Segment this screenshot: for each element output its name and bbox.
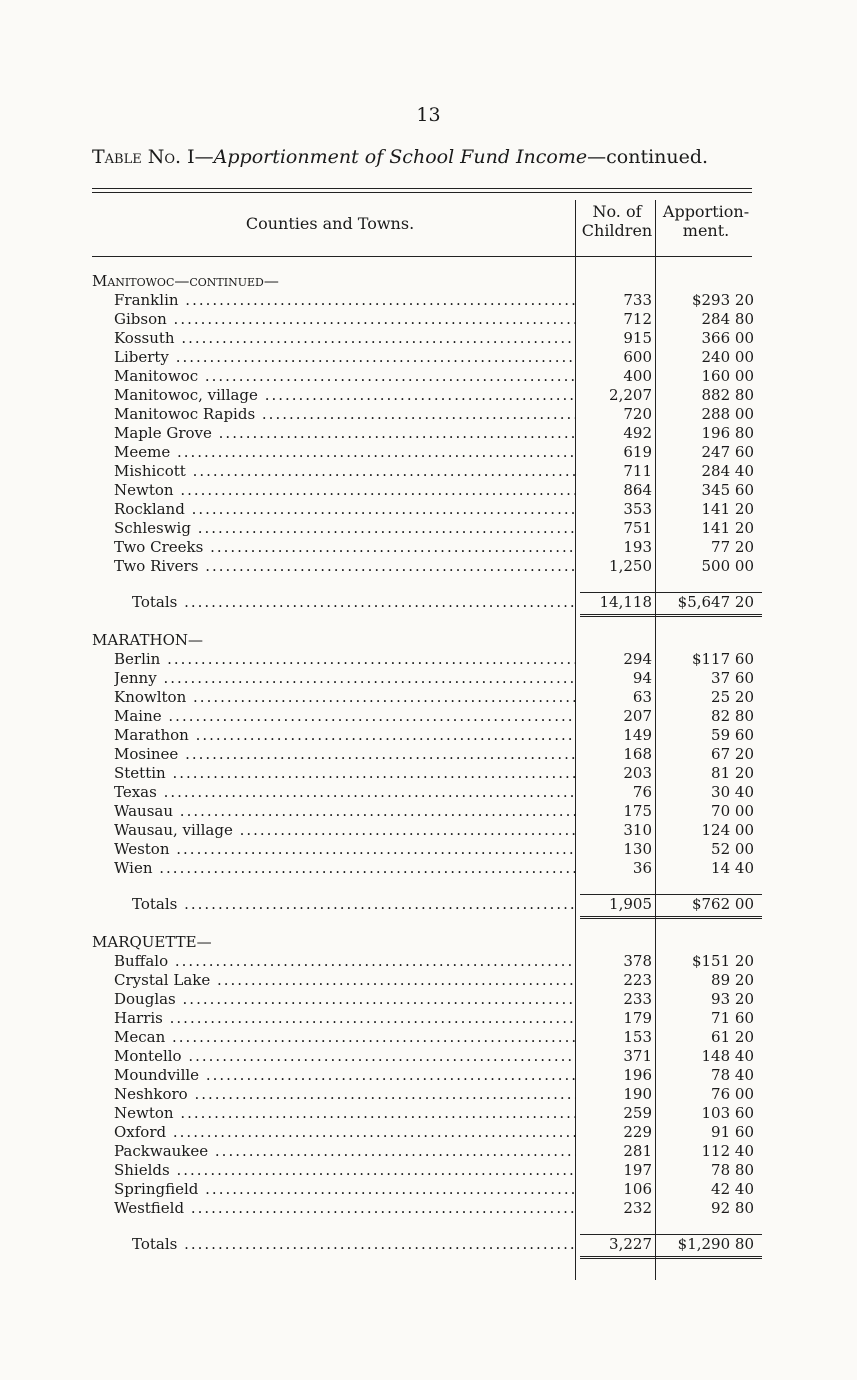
apportionment-amount: 82 80 — [711, 707, 754, 725]
table-row — [92, 329, 762, 348]
children-count: 233 — [623, 990, 652, 1008]
apportionment-amount: $293 20 — [691, 291, 754, 309]
table-row — [92, 1028, 762, 1047]
town-name: Montello ..... — [114, 1047, 576, 1066]
header-apport-line2: ment. — [682, 221, 730, 240]
children-count: 864 — [623, 481, 652, 499]
table-row — [92, 310, 762, 329]
apportionment-amount: 196 80 — [701, 424, 754, 442]
children-count: 36 — [632, 859, 652, 877]
header-apport-line1: Apportion- — [662, 202, 750, 221]
table-row — [92, 840, 762, 859]
header-apportionment — [656, 202, 756, 240]
town-name: Weston ..... — [114, 840, 576, 859]
town-name: Schleswig ..... — [114, 519, 576, 538]
town-name: Newton ..... — [114, 1104, 576, 1123]
apportionment-amount: 14 40 — [711, 859, 754, 877]
apportionment-amount: 70 00 — [711, 802, 754, 820]
children-count: 492 — [623, 424, 652, 442]
apportionment-amount: 112 40 — [701, 1142, 754, 1160]
town-name: Two Creeks ..... — [114, 538, 576, 557]
apportionment-amount: 89 20 — [711, 971, 754, 989]
apportionment-amount: 76 00 — [711, 1085, 754, 1103]
children-count: 63 — [632, 688, 652, 706]
totals-row — [92, 1235, 762, 1254]
children-count: 94 — [632, 669, 652, 687]
table-row — [92, 367, 762, 386]
section-gap — [92, 919, 762, 933]
children-count: 153 — [623, 1028, 652, 1046]
totals-row — [92, 593, 762, 612]
table-row — [92, 1142, 762, 1161]
apportionment-amount: $117 60 — [691, 650, 754, 668]
table-row — [92, 348, 762, 367]
children-count: 310 — [623, 821, 652, 839]
town-name: Harris ..... — [114, 1009, 576, 1028]
children-count: 353 — [623, 500, 652, 518]
town-name: Knowlton ..... — [114, 688, 576, 707]
spacer — [92, 576, 762, 592]
children-count: 720 — [623, 405, 652, 423]
table-row — [92, 1066, 762, 1085]
town-name: Douglas ..... — [114, 990, 576, 1009]
town-name: Manitowoc, village ..... — [114, 386, 576, 405]
table-row — [92, 462, 762, 481]
town-name: Newton ..... — [114, 481, 576, 500]
table-row — [92, 745, 762, 764]
children-count: 190 — [623, 1085, 652, 1103]
totals-row — [92, 895, 762, 914]
table-row — [92, 1104, 762, 1123]
totals-label: Totals ..... — [132, 593, 576, 612]
town-name: Maine ..... — [114, 707, 576, 726]
town-name: Two Rivers ..... — [114, 557, 576, 576]
apportionment-amount: 61 20 — [711, 1028, 754, 1046]
totals-rule-bottom — [580, 1256, 762, 1259]
apportionment-amount: 148 40 — [701, 1047, 754, 1065]
title-suffix: —continued. — [587, 146, 709, 168]
header-children-line2: Children — [581, 221, 653, 240]
town-name: Wien ..... — [114, 859, 576, 878]
apportionment-amount: 59 60 — [711, 726, 754, 744]
children-count: 203 — [623, 764, 652, 782]
header-counties: Counties and Towns. — [245, 214, 415, 233]
table-title — [92, 146, 772, 168]
children-count: 751 — [623, 519, 652, 537]
town-name: Marathon ..... — [114, 726, 576, 745]
table-row — [92, 557, 762, 576]
children-count: 179 — [623, 1009, 652, 1027]
children-count: 130 — [623, 840, 652, 858]
apportionment-amount: 240 00 — [701, 348, 754, 366]
town-name: Westfield ..... — [114, 1199, 576, 1218]
apportionment-amount: 284 40 — [701, 462, 754, 480]
children-count: 281 — [623, 1142, 652, 1160]
apportionment-amount: 37 60 — [711, 669, 754, 687]
town-name: Oxford ..... — [114, 1123, 576, 1142]
children-count: 223 — [623, 971, 652, 989]
apportionment-table — [92, 272, 762, 1259]
town-name: Stettin ..... — [114, 764, 576, 783]
children-count: 1,250 — [609, 557, 652, 575]
totals-amount: $762 00 — [691, 895, 754, 913]
table-row — [92, 1047, 762, 1066]
table-row — [92, 538, 762, 557]
town-name: Berlin ..... — [114, 650, 576, 669]
town-name: Maple Grove ..... — [114, 424, 576, 443]
table-row — [92, 500, 762, 519]
table-row — [92, 481, 762, 500]
section-gap — [92, 617, 762, 631]
table-row — [92, 726, 762, 745]
table-row — [92, 952, 762, 971]
apportionment-amount: 124 00 — [701, 821, 754, 839]
town-name: Franklin ..... — [114, 291, 576, 310]
table-row — [92, 1085, 762, 1104]
header-rule — [92, 256, 752, 257]
apportionment-amount: 500 00 — [701, 557, 754, 575]
children-count: 106 — [623, 1180, 652, 1198]
children-count: 733 — [623, 291, 652, 309]
town-name: Rockland ..... — [114, 500, 576, 519]
children-count: 378 — [623, 952, 652, 970]
county-heading: MARATHON— — [92, 631, 204, 649]
apportionment-amount: 284 80 — [701, 310, 754, 328]
town-name: Texas ..... — [114, 783, 576, 802]
children-count: 196 — [623, 1066, 652, 1084]
totals-children: 3,227 — [609, 1235, 652, 1253]
town-name: Crystal Lake ..... — [114, 971, 576, 990]
table-row — [92, 386, 762, 405]
table-row — [92, 802, 762, 821]
town-name: Mosinee ..... — [114, 745, 576, 764]
town-name: Wausau, village ..... — [114, 821, 576, 840]
title-prefix: Table No. I— — [92, 146, 214, 168]
town-name: Springfield ..... — [114, 1180, 576, 1199]
children-count: 259 — [623, 1104, 652, 1122]
town-name: Packwaukee ..... — [114, 1142, 576, 1161]
children-count: 915 — [623, 329, 652, 347]
children-count: 197 — [623, 1161, 652, 1179]
town-name: Mishicott ..... — [114, 462, 576, 481]
table-row — [92, 707, 762, 726]
town-name: Gibson ..... — [114, 310, 576, 329]
county-heading: Manitowoc—continued— — [92, 272, 279, 290]
apportionment-amount: 882 80 — [701, 386, 754, 404]
children-count: 229 — [623, 1123, 652, 1141]
table-row — [92, 443, 762, 462]
town-name: Liberty ..... — [114, 348, 576, 367]
table-row — [92, 1199, 762, 1218]
children-count: 400 — [623, 367, 652, 385]
town-name: Kossuth ..... — [114, 329, 576, 348]
town-name: Buffalo ..... — [114, 952, 576, 971]
children-count: 193 — [623, 538, 652, 556]
apportionment-amount: 52 00 — [711, 840, 754, 858]
apportionment-amount: 91 60 — [711, 1123, 754, 1141]
apportionment-amount: $151 20 — [691, 952, 754, 970]
header-children — [578, 202, 656, 240]
totals-amount: $1,290 80 — [677, 1235, 754, 1253]
apportionment-amount: 78 80 — [711, 1161, 754, 1179]
apportionment-amount: 92 80 — [711, 1199, 754, 1217]
apportionment-amount: 25 20 — [711, 688, 754, 706]
apportionment-amount: 93 20 — [711, 990, 754, 1008]
table-row — [92, 971, 762, 990]
table-row — [92, 650, 762, 669]
title-italic: Apportionment of School Fund Income — [213, 146, 588, 168]
spacer — [92, 1218, 762, 1234]
table-row — [92, 424, 762, 443]
children-count: 207 — [623, 707, 652, 725]
town-name: Shields ..... — [114, 1161, 576, 1180]
top-rule-1 — [92, 188, 752, 189]
table-row — [92, 1180, 762, 1199]
town-name: Wausau ..... — [114, 802, 576, 821]
apportionment-amount: 103 60 — [701, 1104, 754, 1122]
children-count: 600 — [623, 348, 652, 366]
apportionment-amount: 366 00 — [701, 329, 754, 347]
children-count: 149 — [623, 726, 652, 744]
table-row — [92, 669, 762, 688]
children-count: 168 — [623, 745, 652, 763]
town-name: Meeme ..... — [114, 443, 576, 462]
page-number: 13 — [416, 104, 441, 126]
totals-children: 14,118 — [599, 593, 652, 611]
apportionment-amount: 42 40 — [711, 1180, 754, 1198]
children-count: 371 — [623, 1047, 652, 1065]
table-row — [92, 859, 762, 878]
apportionment-amount: 77 20 — [711, 538, 754, 556]
apportionment-amount: 30 40 — [711, 783, 754, 801]
table-row — [92, 1123, 762, 1142]
totals-label: Totals ..... — [132, 895, 576, 914]
header-children-line1: No. of — [592, 202, 642, 221]
apportionment-amount: 141 20 — [701, 500, 754, 518]
table-row — [92, 291, 762, 310]
table-row — [92, 821, 762, 840]
apportionment-amount: 71 60 — [711, 1009, 754, 1027]
totals-children: 1,905 — [609, 895, 652, 913]
table-row — [92, 783, 762, 802]
apportionment-amount: 288 00 — [701, 405, 754, 423]
table-row — [92, 1161, 762, 1180]
town-name: Mecan ..... — [114, 1028, 576, 1047]
children-count: 619 — [623, 443, 652, 461]
apportionment-amount: 67 20 — [711, 745, 754, 763]
apportionment-amount: 141 20 — [701, 519, 754, 537]
table-row — [92, 519, 762, 538]
apportionment-amount: 160 00 — [701, 367, 754, 385]
apportionment-amount: 247 60 — [701, 443, 754, 461]
children-count: 76 — [632, 783, 652, 801]
top-rule-2 — [92, 192, 752, 193]
totals-label: Totals ..... — [132, 1235, 576, 1254]
table-row — [92, 764, 762, 783]
apportionment-amount: 345 60 — [701, 481, 754, 499]
table-row — [92, 1009, 762, 1028]
town-name: Neshkoro ..... — [114, 1085, 576, 1104]
county-heading: MARQUETTE— — [92, 933, 212, 951]
children-count: 711 — [623, 462, 652, 480]
spacer — [92, 878, 762, 894]
town-name: Moundville ..... — [114, 1066, 576, 1085]
table-row — [92, 405, 762, 424]
town-name: Manitowoc Rapids ..... — [114, 405, 576, 424]
children-count: 175 — [623, 802, 652, 820]
children-count: 232 — [623, 1199, 652, 1217]
children-count: 2,207 — [609, 386, 652, 404]
totals-amount: $5,647 20 — [677, 593, 754, 611]
apportionment-amount: 81 20 — [711, 764, 754, 782]
children-count: 294 — [623, 650, 652, 668]
table-row — [92, 990, 762, 1009]
table-row — [92, 688, 762, 707]
children-count: 712 — [623, 310, 652, 328]
town-name: Manitowoc ..... — [114, 367, 576, 386]
apportionment-amount: 78 40 — [711, 1066, 754, 1084]
town-name: Jenny ..... — [114, 669, 576, 688]
